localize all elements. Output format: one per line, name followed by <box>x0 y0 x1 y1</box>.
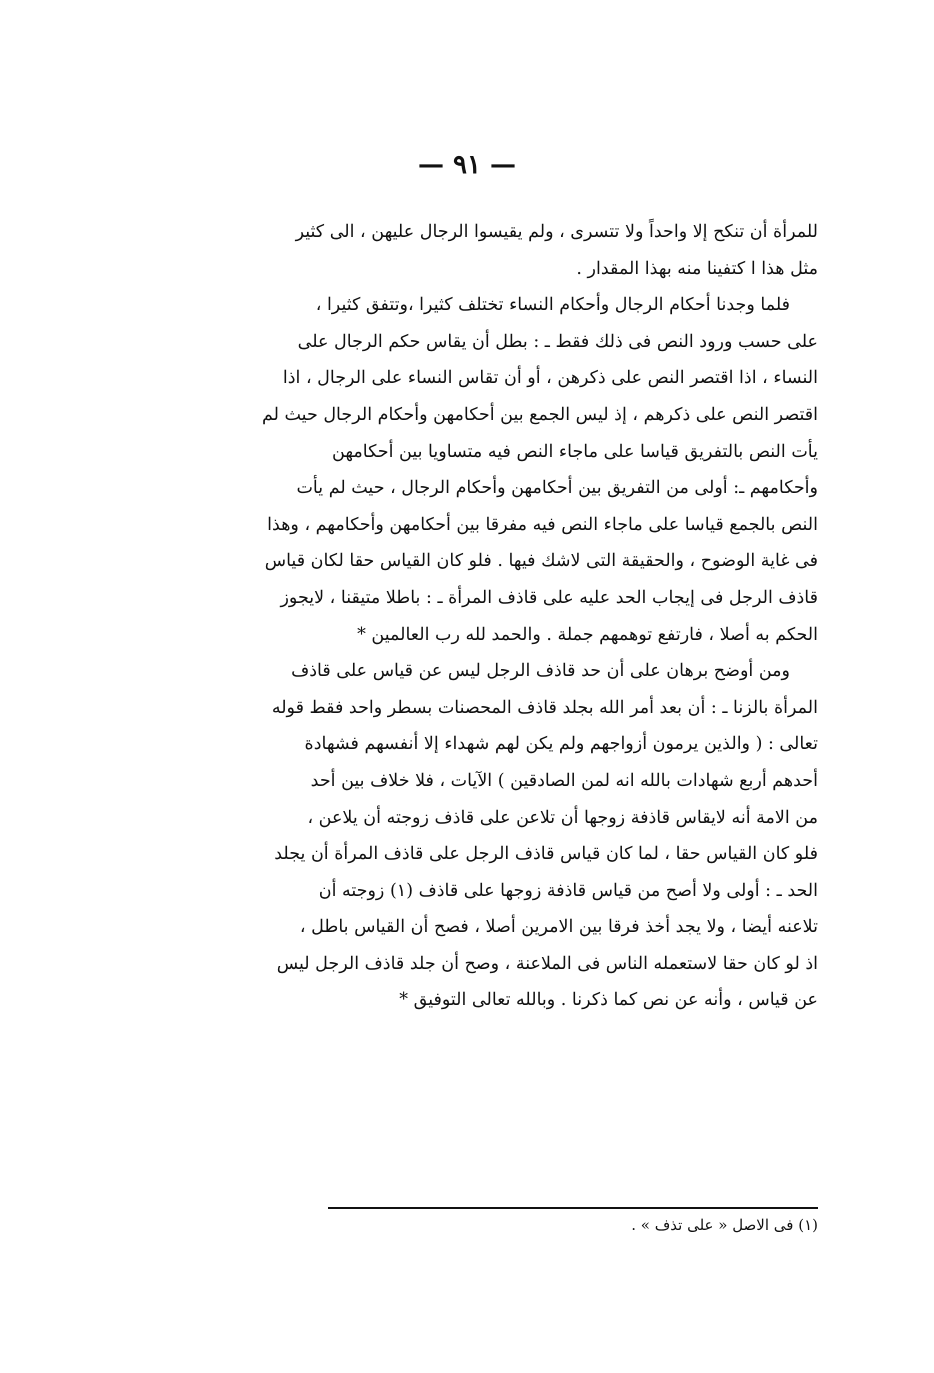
text-line: الحكم به أصلا ، فارتفع توهمهم جملة . والحمد لله رب العالمين * <box>357 624 818 645</box>
text-line: أحدهم أربع شهادات بالله انه لمن الصادقين ) الآيات ، فلا خلاف بين أحد <box>310 770 818 791</box>
text-line: النص بالجمع قياسا على ماجاء النص فيه مفرقا بين أحكامهن وأحكامهم ، وهذا <box>267 514 818 535</box>
text-line: ومن أوضح برهان على أن حد قاذف الرجل ليس عن قياس على قاذف <box>291 661 790 682</box>
text-line: الحد ـ : أولى ولا أصح من قياس قاذفة زوجها على قاذف (١) زوجته أن <box>318 880 818 901</box>
footnote: (١) فى الاصل « على تذف » . <box>631 1216 818 1234</box>
text-line: قاذف الرجل فى إيجاب الحد عليه على قاذف المرأة ـ : باطلا متيقنا ، لايجوز <box>280 587 818 608</box>
text-line: من الامة أنه لايقاس قاذفة زوجها أن تلاعن على قاذف زوجته أن يلاعن ، <box>307 807 818 828</box>
text-line: تعالى : ( والذين يرمون أزواجهم ولم يكن لهم شهداء إلا أنفسهم فشهادة <box>304 734 818 755</box>
text-line: مثل هذا ا كتفينا منه بهذا المقدار . <box>576 258 818 279</box>
text-line: عن قياس ، وأنه عن نص كما ذكرنا . وبالله تعالى التوفيق * <box>399 990 818 1011</box>
text-line: يأت النص بالتفريق قياسا على ماجاء النص فيه متساويا بين أحكامهن <box>332 441 818 462</box>
text-line: تلاعنه أيضا ، ولا يجد أخذ فرقا بين الامرين أصلا ، فصح أن القياس باطل ، <box>299 917 818 938</box>
text-line: فى غاية الوضوح ، والحقيقة التى لاشك فيها . فلو كان القياس حقا لكان قياس <box>264 551 818 572</box>
text-line: وأحكامهم ـ: أولى من التفريق بين أحكامهن وأحكام الرجال ، حيث لم يأت <box>296 478 818 499</box>
page-number: — ٩١ — <box>417 150 517 180</box>
text-line: فلو كان القياس حقا ، لما كان قياس قاذف الرجل على قاذف المرأة أن يجلد <box>274 844 818 865</box>
footnote-separator <box>328 1207 818 1209</box>
text-line: اقتصر النص على ذكرهم ، إذ ليس الجمع بين أحكامهن وأحكام الرجال حيث لم <box>261 404 818 425</box>
text-line: على حسب ورود النص فى ذلك فقط ـ : بطل أن يقاس حكم الرجال على <box>297 331 818 352</box>
body-text <box>150 214 818 1019</box>
text-line: النساء ، اذا اقتصر النص على ذكرهن ، أو أن تقاس النساء على الرجال ، اذا <box>282 368 818 389</box>
text-line: المرأة بالزنا ـ : أن بعد أمر الله بجلد قاذف المحصنات بسطر واحد فقط قوله <box>271 697 818 718</box>
text-line: فلما وجدنا أحكام الرجال وأحكام النساء تختلف كثيرا ،وتتفق كثيرا ، <box>315 295 790 316</box>
text-line: للمرأة أن تنكح إلا واحداً ولا تتسرى ، ولم يقيسوا الرجال عليهن ، الى كثير <box>295 222 818 242</box>
text-line: اذ لو كان حقا لاستعمله الناس فى الملاعنة ، وصح أن جلد قاذف الرجل ليس <box>276 953 818 974</box>
